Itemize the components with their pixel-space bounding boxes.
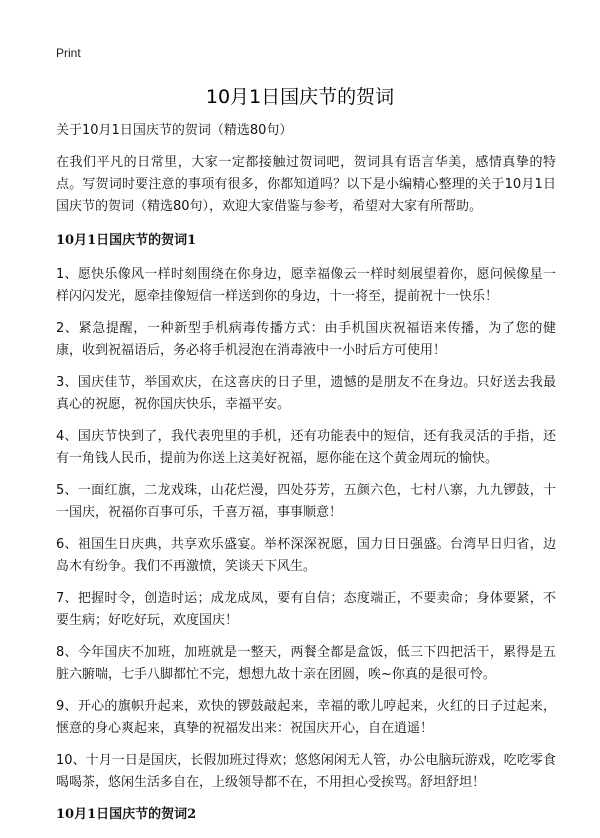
article-body: [56, 120, 556, 838]
greeting-paragraph: 7、把握时令，创造时运；成龙成凤，要有自信；态度端正，不要卖命；身体要紧，不要生病；好吃好玩，欢度国庆！: [56, 591, 556, 628]
greeting-paragraph: 10、十月一日是国庆，长假加班过得欢；悠悠闲闲无人管，办公电脑玩游戏，吃吃零食喝喝茶，悠闲生活多自在，上级领导都不在，不用担心受挨骂。舒坦舒坦！: [56, 753, 556, 790]
page-title: 10月1日国庆节的贺词: [205, 86, 395, 108]
greeting-paragraph: 9、开心的旗帜升起来，欢快的锣鼓敲起来，幸福的歌儿哼起来，火红的日子过起来，惬意的身心爽起来，真挚的祝福发出来：祝国庆开心，自在逍遥！: [56, 699, 556, 736]
intro-paragraph: 在我们平凡的日常里，大家一定都接触过贺词吧，贺词具有语言华美，感情真挚的特点。写贺词时要注意的事项有很多，你都知道吗？以下是小编精心整理的关于10月1日国庆节的贺词（精选80句），欢迎大家借鉴与参考，希望对大家有所帮助。: [56, 155, 556, 214]
article-subtitle: 关于10月1日国庆节的贺词（精选80句）: [56, 123, 293, 138]
section-heading-2: 10月1日国庆节的贺词2: [56, 807, 197, 822]
section-heading-1: 10月1日国庆节的贺词1: [56, 233, 197, 248]
greeting-paragraph: 8、今年国庆不加班，加班就是一整天，两餐全都是盒饭，低三下四把活干，累得是五脏六腑喘，七手八脚都忙不完，想想九故十亲在团圆，唉~你真的是很可怜。: [56, 645, 556, 682]
print-link[interactable]: Print: [56, 46, 81, 60]
greeting-paragraph: 4、国庆节快到了，我代表兜里的手机，还有功能表中的短信，还有我灵活的手指，还有一角钱人民币，提前为你送上这美好祝福，愿你能在这个黄金周玩的愉快。: [56, 429, 556, 466]
greeting-paragraph: 2、紧急提醒，一种新型手机病毒传播方式：由手机国庆祝福语来传播，为了您的健康，收到祝福语后，务必将手机浸泡在消毒液中一小时后方可使用！: [56, 321, 556, 358]
greeting-paragraph: 3、国庆佳节，举国欢庆，在这喜庆的日子里，遗憾的是朋友不在身边。只好送去我最真心的祝愿，祝你国庆快乐，幸福平安。: [56, 375, 556, 412]
greeting-paragraph: 5、一面红旗，二龙戏珠，山花烂漫，四处芬芳，五颜六色，七村八寨，九九锣鼓，十一国庆，祝福你百事可乐，千喜万福，事事顺意！: [56, 483, 556, 520]
greeting-paragraph: 6、祖国生日庆典，共享欢乐盛宴。举杯深深祝愿，国力日日强盛。台湾早日归省，边岛木有纷争。我们不再激愤，笑谈天下风生。: [56, 537, 556, 574]
greeting-paragraph: 1、愿快乐像风一样时刻围绕在你身边，愿幸福像云一样时刻展望着你，愿问候像星一样闪闪发光，愿牵挂像短信一样送到你的身边，十一将至，提前祝十一快乐！: [56, 267, 556, 304]
